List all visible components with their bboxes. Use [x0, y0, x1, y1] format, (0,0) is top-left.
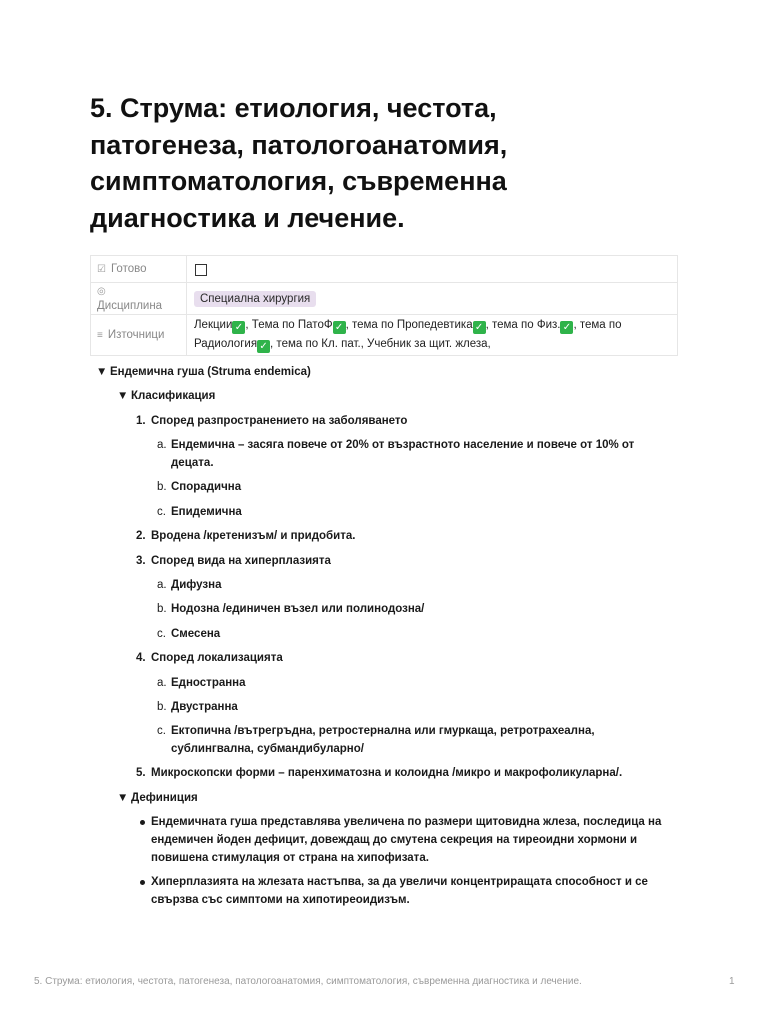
- list-item: Епидемична: [171, 506, 242, 518]
- list-item: Нодозна /единичен възел или полинодозна/: [171, 603, 425, 615]
- list-item-continuation: свързва със симптоми на хипотиреоидизъм.: [151, 894, 410, 906]
- page-number: 1: [729, 976, 735, 987]
- list-item-continuation: децата.: [171, 457, 214, 469]
- list-letter: a.: [157, 677, 167, 689]
- list-letter: c.: [157, 628, 166, 640]
- list-item: Микроскопски форми – паренхиматозна и колоидна /микро и макрофоликуларна/.: [151, 767, 623, 779]
- list-letter: a.: [157, 579, 167, 591]
- page-title: 5. Струма: етиология, честота, патогенеза, патологоанатомия, симптоматология, съвременна диагностика и лечение.: [90, 93, 508, 233]
- check-mark-icon: ✓: [560, 321, 573, 334]
- list-item: Хиперплазията на жлезата настъпва, за да увеличи концентриращата способност и се: [151, 876, 648, 888]
- list-item: Двустранна: [171, 701, 238, 713]
- source-text: Лекции: [194, 319, 233, 331]
- list-item: Спорадична: [171, 481, 242, 493]
- list-number: 4.: [136, 652, 146, 664]
- list-item: Дифузна: [171, 579, 222, 591]
- list-item: Вродена /кретенизъм/ и придобита.: [151, 530, 356, 542]
- property-label-done: Готово: [110, 263, 147, 275]
- list-letter: b.: [157, 603, 167, 615]
- source-text: , тема по Кл. пат., Учебник за щит. жлеза,: [270, 338, 491, 350]
- list-number: 3.: [136, 555, 146, 567]
- check-mark-icon: ✓: [257, 340, 270, 353]
- source-text: , тема по Физ.: [485, 319, 561, 331]
- property-label-sources: Източници: [107, 329, 165, 341]
- list-item: Смесена: [171, 628, 221, 640]
- list-number: 5.: [136, 767, 146, 779]
- toggle-heading-classification[interactable]: Класификация: [131, 390, 216, 402]
- check-mark-icon: ✓: [333, 321, 346, 334]
- list-item: Едностранна: [171, 677, 246, 689]
- list-item: Ендемична – засяга повече от 20% от възрастното население и повече от 10% от: [171, 439, 635, 451]
- list-letter: c.: [157, 506, 166, 518]
- list-item-continuation: сублингвална, субмандибуларно/: [171, 743, 364, 755]
- list-item-continuation: ендемичен йоден дефицит, довеждащ до смутена секреция на тиреоидни хормони и: [151, 834, 638, 846]
- toggle-heading-definition[interactable]: Дефиниция: [131, 792, 198, 804]
- checkbox-icon: ☑: [97, 264, 106, 275]
- source-text: , тема по Радиология: [194, 319, 622, 350]
- list-number: 1.: [136, 415, 146, 427]
- list-number: 2.: [136, 530, 146, 542]
- bullet-icon: [140, 880, 145, 885]
- text-lines-icon: ≡: [97, 330, 103, 341]
- toggle-arrow-icon[interactable]: ▼: [117, 390, 129, 402]
- list-letter: c.: [157, 725, 166, 737]
- toggle-heading-endemic[interactable]: Ендемична гуша (Struma endemica): [110, 366, 311, 378]
- discipline-tag[interactable]: Специална хирургия: [194, 291, 316, 307]
- check-mark-icon: ✓: [473, 321, 486, 334]
- list-letter: b.: [157, 481, 167, 493]
- list-item: Според вида на хиперплазията: [151, 555, 331, 567]
- list-item: Според локализацията: [151, 652, 283, 664]
- select-icon: ◎: [97, 285, 106, 297]
- list-letter: a.: [157, 439, 167, 451]
- toggle-arrow-icon[interactable]: ▼: [117, 792, 129, 804]
- list-item: Според разпространението на заболяването: [151, 415, 408, 427]
- bullet-icon: [140, 820, 145, 825]
- list-item-continuation: повишена стимулация от страна на хипофизата.: [151, 852, 429, 864]
- list-letter: b.: [157, 701, 167, 713]
- list-item: Ендемичната гуша представлява увеличена по размери щитовидна жлеза, последица на: [151, 816, 662, 828]
- check-mark-icon: ✓: [232, 321, 245, 334]
- toggle-arrow-icon[interactable]: ▼: [96, 366, 108, 378]
- page-footer: 5. Струма: етиология, честота, патогенеза, патологоанатомия, симптоматология, съвременна диагностика и лечение.: [34, 976, 582, 987]
- source-text: , Тема по ПатоФ: [245, 319, 333, 331]
- property-label-discipline: Дисциплина: [97, 299, 163, 312]
- list-item: Ектопична /вътрегръдна, ретростернална или гмуркаща, ретротрахеална,: [171, 725, 595, 737]
- source-text: , тема по Пропедевтика: [345, 319, 473, 331]
